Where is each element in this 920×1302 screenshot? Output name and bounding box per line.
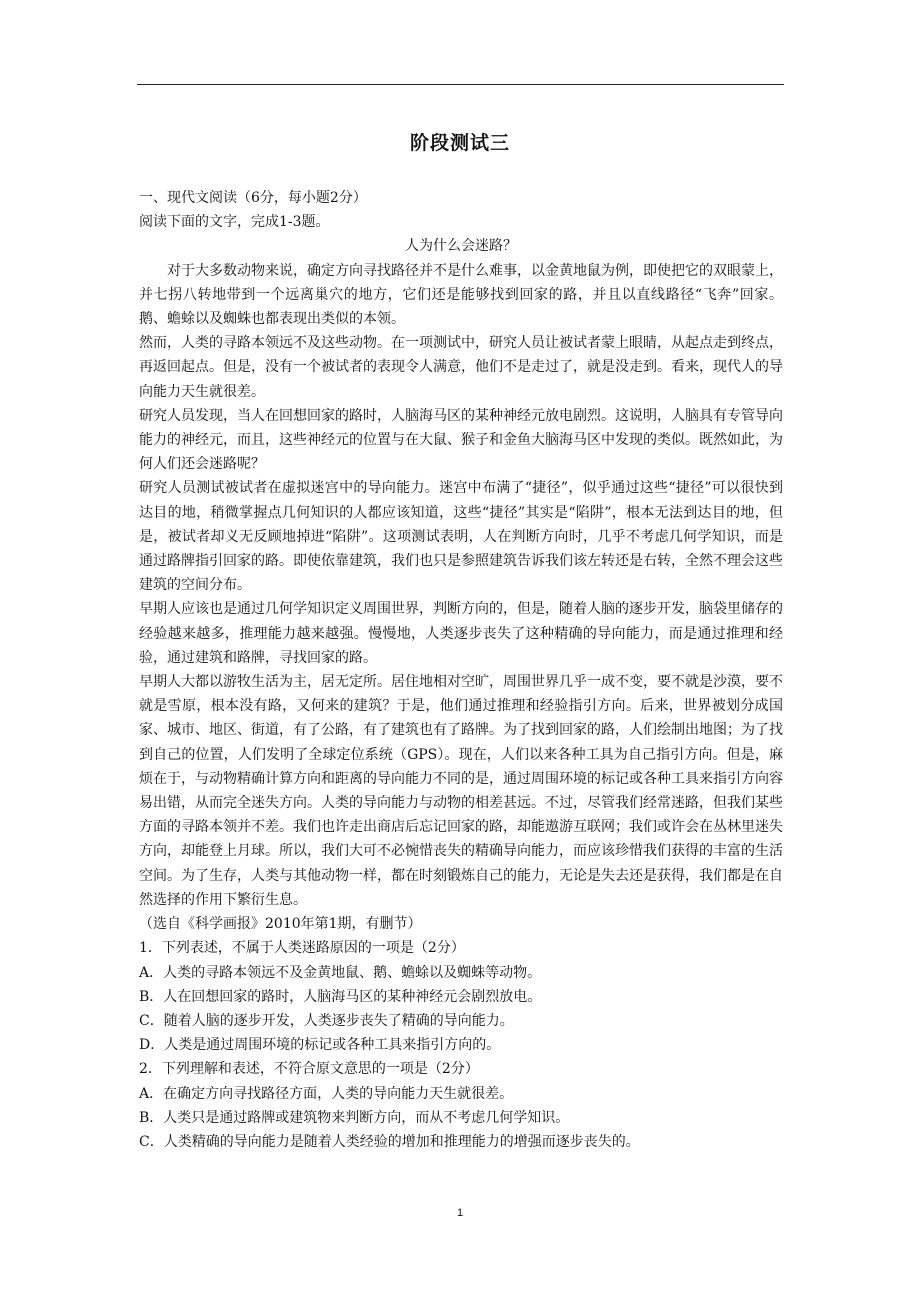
question-option: A．人类的寻路本领远不及金黄地鼠、鹅、蟾蜍以及蜘蛛等动物。 — [139, 964, 542, 981]
section-heading: 一、现代文阅读（6分，每小题2分） — [139, 190, 367, 206]
question-option: D．人类是通过周围环境的标记或各种工具来指引方向的。 — [139, 1037, 501, 1054]
question-option: C．随着人脑的逐步开发，人类逐步丧失了精确的导向能力。 — [139, 1012, 514, 1029]
document-body — [139, 186, 783, 1154]
question-option: C．人类精确的导向能力是随着人类经验的增加和推理能力的增强而逐步丧失的。 — [139, 1133, 640, 1150]
question-option: B．人类只是通过路牌或建筑物来判断方向，而从不考虑几何学知识。 — [139, 1109, 570, 1126]
question-stem: 2．下列理解和表述，不符合原文意思的一项是（2分） — [139, 1061, 479, 1078]
question-stem: 1．下列表述，不属于人类迷路原因的一项是（2分） — [139, 940, 465, 957]
question-option: A．在确定方向寻找路径方面，人类的导向能力天生就很差。 — [139, 1085, 514, 1102]
article-paragraph: 对于大多数动物来说，确定方向寻找路径并不是什么难事，以金黄地鼠为例，即使把它的双眼蒙上，并七拐八转地带到一个远离巢穴的地方，它们还是能够找到回家的路，并且以直线路径“飞奔”回家。鹅、蟾蜍以及蜘蛛也都表现出类似的本领。 — [139, 262, 783, 328]
article-paragraph: 研究人员发现，当人在回想回家的路时，人脑海马区的某种神经元放电剧烈。这说明，人脑具有专管导向能力的神经元，而且，这些神经元的位置与在大鼠、猴子和金鱼大脑海马区中发现的类似。既然如此，为何人们还会迷路呢？ — [139, 407, 783, 473]
article-paragraph: 研究人员测试被试者在虚拟迷宫中的导向能力。迷宫中布满了“捷径”，似乎通过这些“捷径”可以很快到达目的地，稍微掌握点几何知识的人都应该知道，这些“捷径”其实是“陷阱”，根本无法到达目的地，但是，被试者却义无反顾地掉进“陷阱”。这项测试表明，人在判断方向时，几乎不考虑几何学知识，而是通过路牌指引回家的路。即使依靠建筑，我们也只是参照建筑告诉我们该左转还是右转，全然不理会这些建筑的空间分布。 — [139, 480, 783, 594]
header-rule — [137, 84, 784, 85]
article-paragraph: 然而，人类的寻路本领远不及这些动物。在一项测试中，研究人员让被试者蒙上眼睛，从起点走到终点，再返回起点。但是，没有一个被试者的表现令人满意，他们不是走过了，就是没走到。看来，现代人的导向能力天生就很差。 — [139, 335, 783, 400]
question-option: B．人在回想回家的路时，人脑海马区的某种神经元会剧烈放电。 — [139, 988, 542, 1005]
article-paragraph: 早期人应该也是通过几何学知识定义周围世界，判断方向的，但是，随着人脑的逐步开发，脑袋里储存的经验越来越多，推理能力越来越强。慢慢地，人类逐步丧失了这种精确的导向能力，而是通过推理和经验，通过建筑和路牌，寻找回家的路。 — [139, 601, 783, 666]
page-number: 1 — [456, 1207, 464, 1219]
reading-instruction: 阅读下面的文字，完成1-3题。 — [139, 214, 330, 231]
article-source: （选自《科学画报》2010年第1期，有删节） — [139, 916, 422, 933]
page-title: 阶段测试三 — [409, 132, 510, 154]
article-title: 人为什么会迷路？ — [405, 238, 517, 255]
article-paragraph: 早期人大都以游牧生活为主，居无定所。居住地相对空旷，周围世界几乎一成不变，要不就是沙漠，要不就是雪原，根本没有路，又何来的建筑？于是，他们通过推理和经验指引方向。后来，世界被划分成国家、城市、地区、街道，有了公路，有了建筑也有了路牌。为了找到回家的路，人们绘制出地图；为了找到自己的位置，人们发明了全球定位系统（GPS）。现在，人们以来各种工具为自己指引方向。但是，麻烦在于，与动物精确计算方向和距离的导向能力不同的是，通过周围环境的标记或各种工具来指引方向容易出错，从而完全迷失方向。人类的导向能力与动物的相差甚远。不过，尽管我们经常迷路，但我们某些方面的寻路本领并不差。我们也许走出商店后忘记回家的路，却能遨游互联网；我们或许会在丛林里迷失方向，却能登上月球。所以，我们大可不必惋惜丧失的精确导向能力，而应该珍惜我们获得的丰富的生活空间。为了生存，人类与其他动物一样，都在时刻锻炼自己的能力，无论是失去还是获得，我们都是在自然选择的作用下繁衍生息。 — [139, 674, 783, 908]
